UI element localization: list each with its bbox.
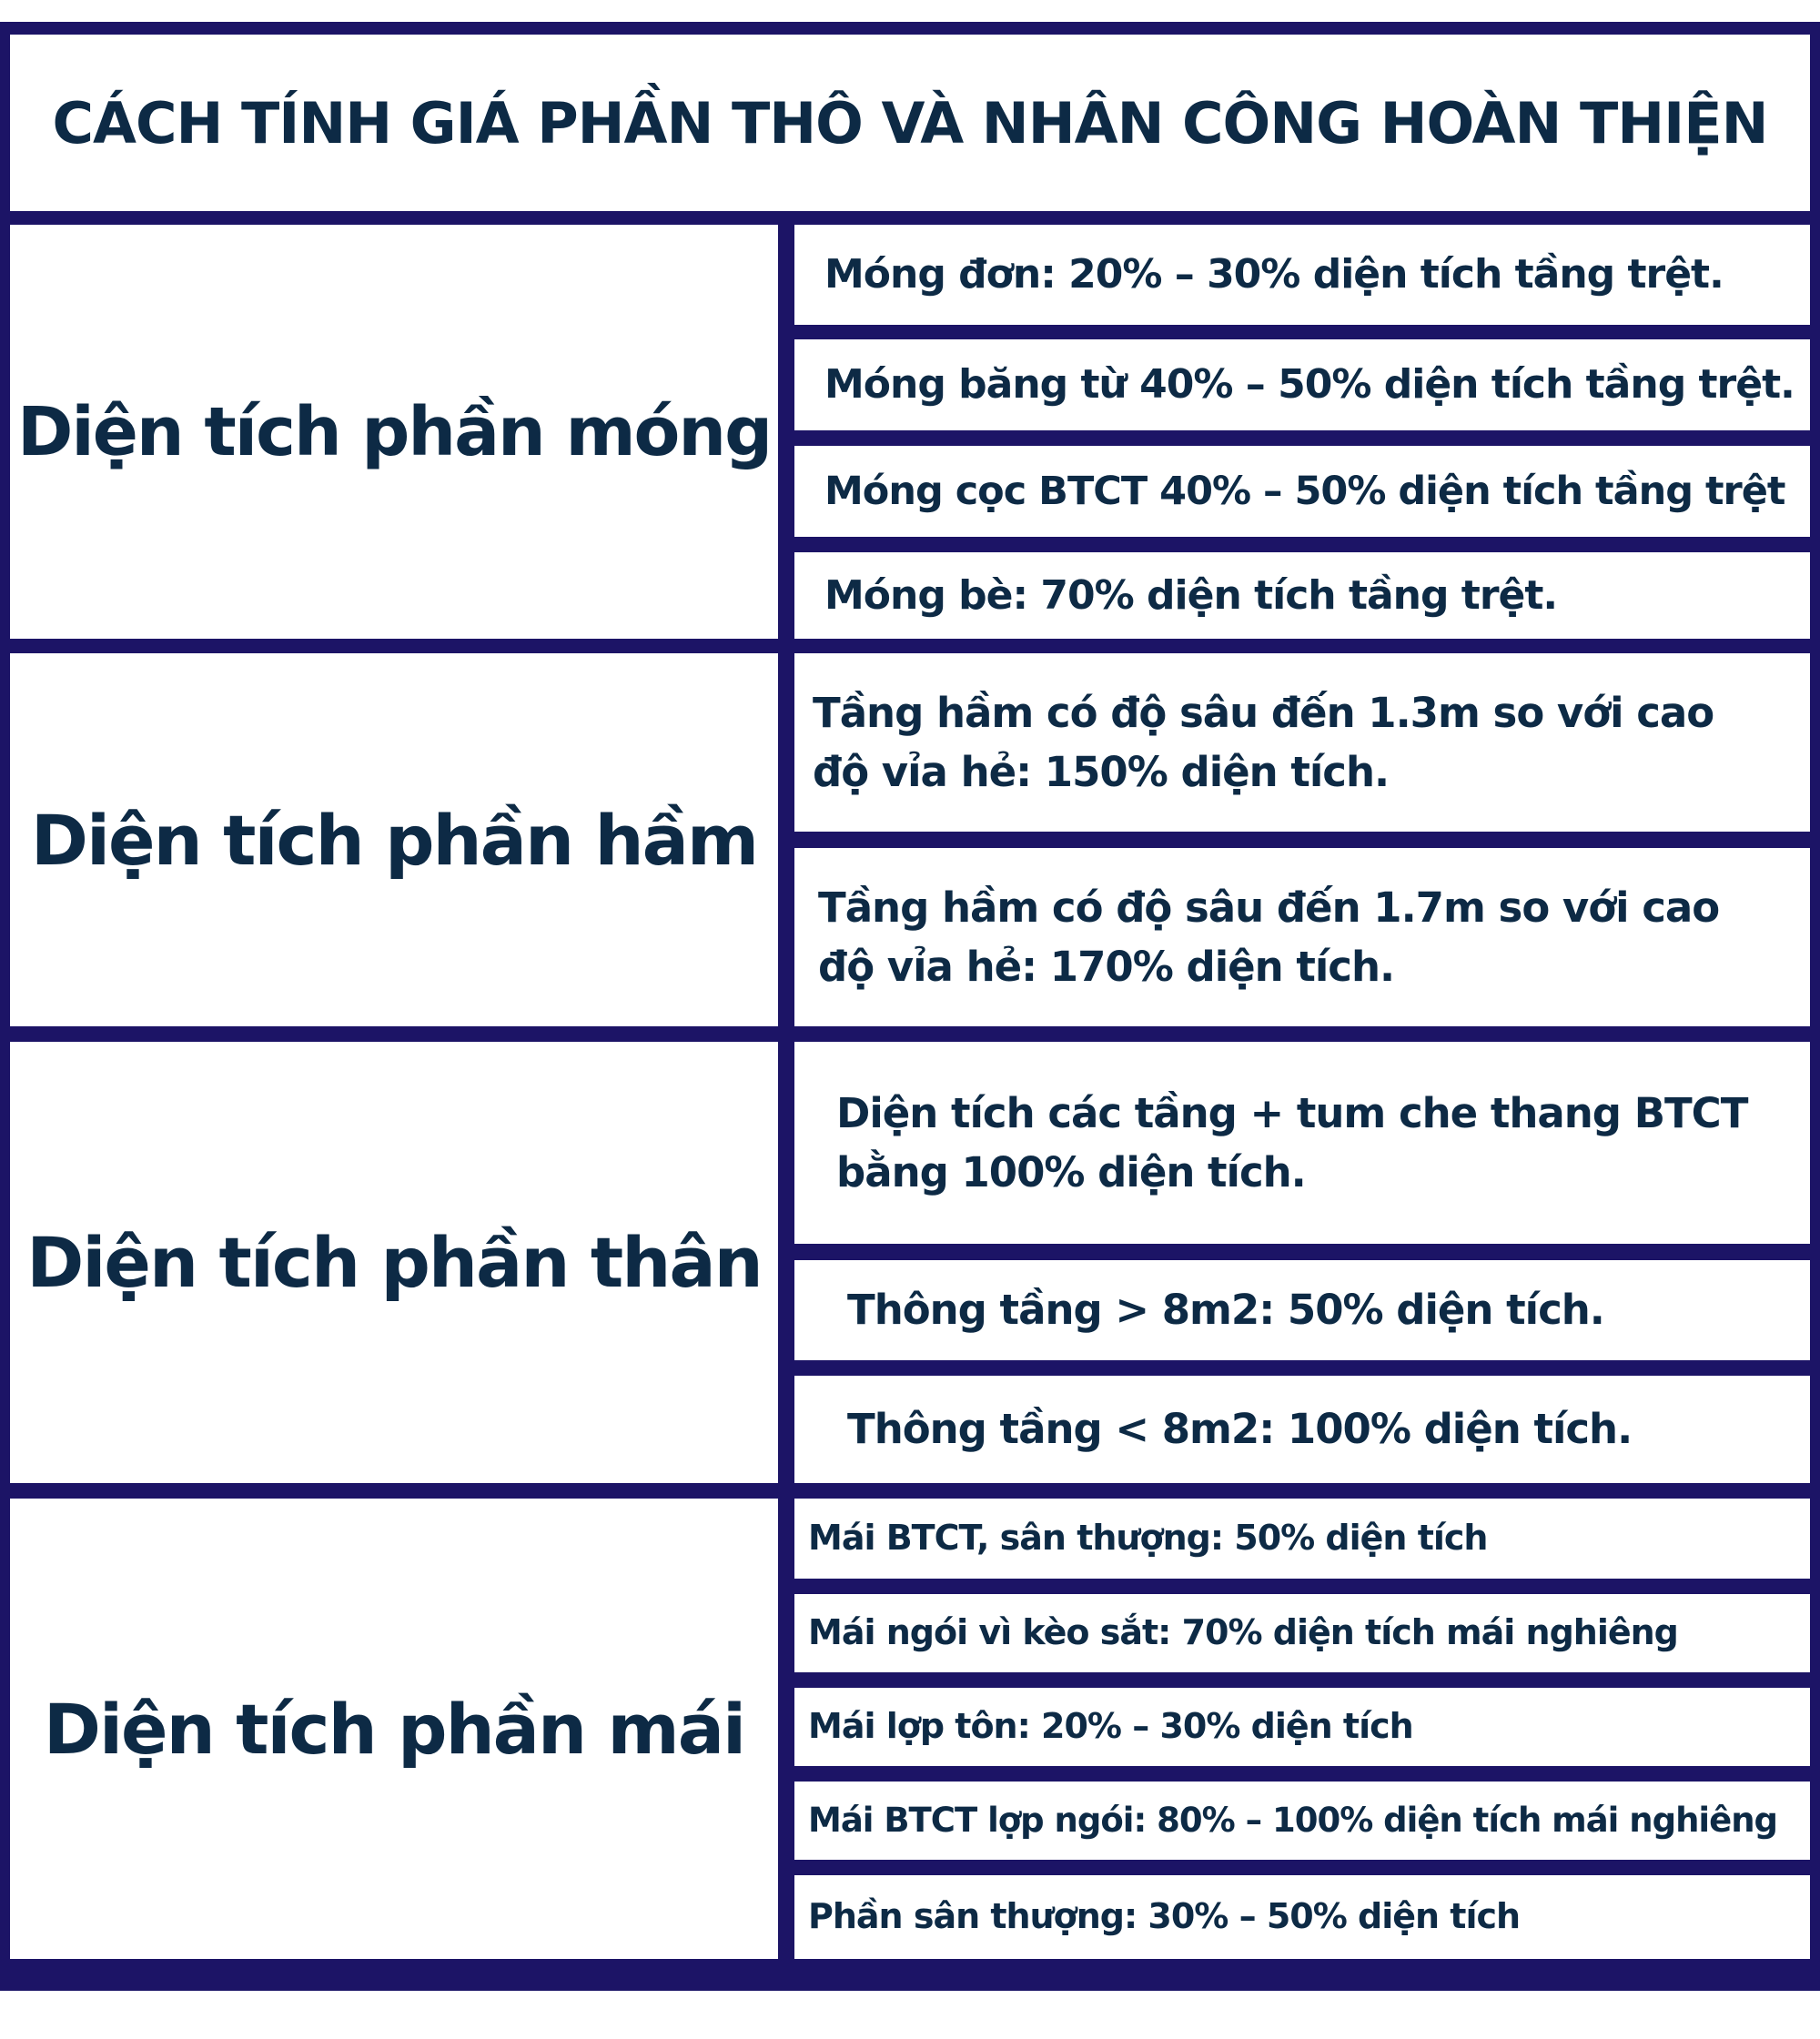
category-foundation: Diện tích phần móng (16, 392, 772, 471)
item-cell-body-2 (794, 1260, 1810, 1360)
category-body: Diện tích phần thân (26, 1222, 762, 1303)
item-cell-body-1 (794, 1042, 1810, 1244)
item-foundation-3: Móng cọc BTCT 40% – 50% diện tích tầng trệt (824, 468, 1785, 514)
item-cell-roof-5 (794, 1875, 1810, 1959)
table-title: CÁCH TÍNH GIÁ PHẦN THÔ VÀ NHÂN CÔNG HOÀN THIỆN (52, 89, 1768, 156)
item-foundation-1: Móng đơn: 20% – 30% diện tích tầng trệt. (824, 251, 1724, 298)
item-cell-body-3 (794, 1376, 1810, 1483)
item-roof-2: Mái ngói vì kèo sắt: 70% diện tích mái nghiêng (808, 1612, 1678, 1653)
item-cell-roof-2 (794, 1594, 1810, 1672)
table-title-cell (10, 35, 1810, 211)
item-body-2: Thông tầng > 8m2: 50% diện tích. (847, 1286, 1604, 1335)
item-roof-3: Mái lợp tôn: 20% – 30% diện tích (808, 1706, 1413, 1747)
item-cell-roof-3 (794, 1688, 1810, 1766)
item-basement-1: Tầng hầm có độ sâu đến 1.3m so với cao độ vỉa hẻ: 150% diện tích. (813, 688, 1714, 796)
item-cell-foundation-1 (794, 225, 1810, 325)
item-cell-foundation-3 (794, 446, 1810, 537)
item-body-3: Thông tầng < 8m2: 100% diện tích. (847, 1405, 1633, 1454)
item-cell-foundation-4 (794, 552, 1810, 639)
item-cell-roof-1 (794, 1499, 1810, 1579)
item-roof-5: Phần sân thượng: 30% – 50% diện tích (808, 1896, 1521, 1937)
category-cell-roof (10, 1499, 778, 1959)
item-body-1: Diện tích các tầng + tum che thang BTCT bằng 100% diện tích. (836, 1088, 1748, 1196)
category-cell-body (10, 1042, 778, 1483)
item-cell-foundation-2 (794, 339, 1810, 430)
category-roof: Diện tích phần mái (43, 1688, 745, 1770)
category-cell-basement (10, 653, 778, 1026)
item-roof-4: Mái BTCT lợp ngói: 80% – 100% diện tích mái nghiêng (808, 1801, 1778, 1841)
item-cell-basement-2 (794, 848, 1810, 1026)
item-cell-roof-4 (794, 1782, 1810, 1860)
item-cell-basement-1 (794, 653, 1810, 832)
category-basement: Diện tích phần hầm (30, 799, 758, 881)
category-cell-foundation (10, 225, 778, 639)
item-foundation-2: Móng băng từ 40% – 50% diện tích tầng trệt. (824, 361, 1795, 409)
item-foundation-4: Móng bè: 70% diện tích tầng trệt. (824, 571, 1558, 619)
item-roof-1: Mái BTCT, sân thượng: 50% diện tích (808, 1518, 1488, 1559)
item-basement-2: Tầng hầm có độ sâu đến 1.7m so với cao độ vỉa hẻ: 170% diện tích. (818, 883, 1720, 991)
